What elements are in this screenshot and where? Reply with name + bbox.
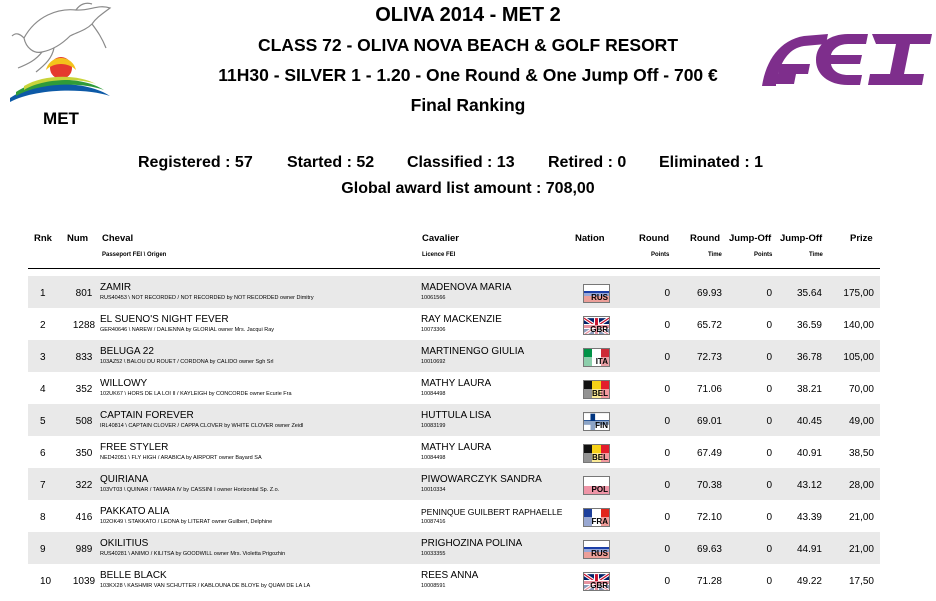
table-row	[28, 436, 880, 468]
horse-passport: 103VT03 \ QUINAR / TAMARA IV by CASSINI I owner Horizontal Sp. Z.o.	[100, 487, 280, 493]
prize-amount: 38,50	[848, 448, 874, 459]
num-cell: 416	[75, 512, 93, 523]
prize-amount: 21,00	[848, 512, 874, 523]
col-round-time: Round	[690, 233, 721, 244]
rank-cell: 6	[40, 448, 46, 459]
horse-name: PAKKATO ALIA	[100, 506, 170, 517]
col-num: Num	[67, 233, 89, 244]
round-points: 0	[664, 576, 670, 587]
jumpoff-points: 0	[766, 448, 772, 459]
nation-code: BEL	[584, 453, 609, 462]
horse-passport: RUS40281 \ ANIMO / KILITSA by GOODWILL owner Mrs. Violetta Prigozhin	[100, 551, 286, 557]
nation-code: GBR	[584, 325, 609, 334]
nation-flag	[583, 540, 610, 559]
round-points: 0	[664, 384, 670, 395]
horse-name: EL SUENO'S NIGHT FEVER	[100, 314, 229, 325]
flag-icon	[583, 284, 610, 303]
prize-amount: 49,00	[848, 416, 874, 427]
nation-flag	[583, 444, 610, 463]
num-cell: 801	[75, 288, 93, 299]
rank-cell: 1	[40, 288, 46, 299]
prize-amount: 70,00	[848, 384, 874, 395]
num-cell: 352	[75, 384, 93, 395]
rider-licence: 10033355	[421, 551, 446, 557]
nation-code: RUS	[584, 293, 609, 302]
rider-name: PENINQUE GUILBERT RAPHAELLE	[421, 507, 563, 517]
class-title: CLASS 72 - OLIVA NOVA BEACH & GOLF RESORT	[257, 35, 679, 55]
flag-icon	[583, 444, 610, 463]
flag-icon	[583, 476, 610, 495]
fei-logo-text: FEI	[758, 30, 760, 31]
nation-flag	[583, 284, 610, 303]
jumpoff-time: 43.12	[796, 480, 822, 491]
horse-name: FREE STYLER	[100, 442, 169, 453]
prize-amount: 140,00	[843, 320, 874, 331]
flag-icon	[583, 348, 610, 367]
jumpoff-points: 0	[766, 320, 772, 331]
horse-passport: GER40646 \ NAREW / DALIENNA by GLORIAL owner Mrs. Jacqui Ray	[100, 327, 275, 333]
class-subtitle: 11H30 - SILVER 1 - 1.20 - One Round & One Jump Off - 700 €	[218, 65, 718, 85]
round-time: 72.73	[696, 352, 722, 363]
jumpoff-time: 43.39	[796, 512, 822, 523]
nation-code: POL	[584, 485, 609, 494]
col-rider-sub: Licence FEI	[422, 252, 456, 258]
rider-name: MATHY LAURA	[421, 442, 492, 453]
jumpoff-points: 0	[766, 352, 772, 363]
nation-flag	[583, 476, 610, 495]
rider-licence: 10061566	[421, 295, 446, 301]
col-jo-points: Jump-Off	[729, 233, 772, 244]
nation-code: FIN	[584, 421, 609, 430]
table-row	[28, 404, 880, 436]
round-time: 70.38	[696, 480, 722, 491]
num-cell: 1039	[72, 576, 96, 587]
horse-name: BELUGA 22	[100, 346, 154, 357]
rider-name: MARTINENGO GIULIA	[421, 346, 525, 357]
nation-code: ITA	[584, 357, 609, 366]
flag-icon	[583, 540, 610, 559]
col-rider: Cavalier	[422, 233, 459, 244]
round-time: 69.93	[696, 288, 722, 299]
rider-name: MADENOVA MARIA	[421, 282, 512, 293]
horse-name: OKILITIUS	[100, 538, 149, 549]
col-rank: Rnk	[34, 233, 52, 244]
round-time: 65.72	[696, 320, 722, 331]
jumpoff-time: 40.45	[796, 416, 822, 427]
prize-amount: 28,00	[848, 480, 874, 491]
prize-amount: 21,00	[848, 544, 874, 555]
rider-licence: 10008591	[421, 583, 446, 589]
rank-cell: 8	[40, 512, 46, 523]
rider-name: RAY MACKENZIE	[421, 314, 502, 325]
horse-passport: IRL40814 \ CAPTAIN CLOVER / CAPPA CLOVER by WHITE CLOVER owner Zeidl	[100, 423, 304, 429]
rider-name: HUTTULA LISA	[421, 410, 492, 421]
col-horse: Cheval	[102, 233, 134, 244]
rider-name: MATHY LAURA	[421, 378, 492, 389]
nation-flag	[583, 572, 610, 591]
round-points: 0	[664, 416, 670, 427]
round-points: 0	[664, 480, 670, 491]
rider-licence: 10083199	[421, 423, 446, 429]
retired-count: Retired : 0	[548, 154, 627, 171]
num-cell: 508	[75, 416, 93, 427]
jumpoff-points: 0	[766, 384, 772, 395]
eliminated-count: Eliminated : 1	[659, 154, 764, 171]
table-row	[28, 532, 880, 564]
col-round-points: Round	[639, 233, 670, 244]
round-time: 71.28	[696, 576, 722, 587]
round-points: 0	[664, 352, 670, 363]
nation-code: BEL	[584, 389, 609, 398]
horse-passport: NED42051 \ FLY HIGH / ARABICA by AIRPORT owner Bayard SA	[100, 455, 262, 461]
flag-icon	[583, 572, 610, 591]
flag-icon	[583, 412, 610, 431]
jumpoff-time: 49.22	[796, 576, 822, 587]
col-horse-sub: Passeport FEI \ Origen	[102, 252, 167, 258]
jumpoff-points: 0	[766, 480, 772, 491]
num-cell: 1288	[72, 320, 96, 331]
num-cell: 833	[75, 352, 93, 363]
rank-cell: 10	[40, 576, 52, 587]
rank-cell: 5	[40, 416, 46, 427]
round-time: 67.49	[696, 448, 722, 459]
award-amount: Global award list amount : 708,00	[341, 180, 595, 197]
jumpoff-points: 0	[766, 544, 772, 555]
nation-code: RUS	[584, 549, 609, 558]
rank-cell: 4	[40, 384, 46, 395]
rider-licence: 10010334	[421, 487, 446, 493]
flag-icon	[583, 380, 610, 399]
rider-licence: 10087416	[421, 519, 446, 525]
col-round-points-sub: Points	[651, 252, 670, 258]
jumpoff-time: 44.91	[796, 544, 822, 555]
horse-name: WILLOWY	[100, 378, 148, 389]
jumpoff-points: 0	[766, 576, 772, 587]
col-prize: Prize	[850, 233, 873, 244]
horse-passport: 103KX28 \ KASHMIR VAN SCHUTTER / KABLOUNA DE BLOYE by QUAM DE LA LA	[100, 583, 311, 589]
header-divider	[28, 268, 880, 269]
jumpoff-time: 38.21	[796, 384, 822, 395]
table-row	[28, 340, 880, 372]
round-points: 0	[664, 320, 670, 331]
rank-cell: 3	[40, 352, 46, 363]
num-cell: 350	[75, 448, 93, 459]
horse-passport: RUS40453 \ NOT RECORDED / NOT RECORDED by NOT RECORDED owner Dimitry	[100, 295, 314, 301]
jumpoff-points: 0	[766, 288, 772, 299]
round-points: 0	[664, 288, 670, 299]
event-title: OLIVA 2014 - MET 2	[375, 4, 561, 26]
round-points: 0	[664, 448, 670, 459]
rider-name: PRIGHOZINA POLINA	[421, 538, 523, 549]
round-points: 0	[664, 544, 670, 555]
horse-name: BELLE BLACK	[100, 570, 167, 581]
nation-code: GBR	[584, 581, 609, 590]
flag-icon	[583, 316, 610, 335]
table-row	[28, 468, 880, 500]
table-row	[28, 308, 880, 340]
col-nation: Nation	[575, 233, 605, 244]
jumpoff-points: 0	[766, 416, 772, 427]
prize-amount: 17,50	[848, 576, 874, 587]
rank-cell: 9	[40, 544, 46, 555]
col-round-time-sub: Time	[708, 252, 722, 258]
horse-name: QUIRIANA	[100, 474, 149, 485]
registered-count: Registered : 57	[138, 154, 253, 171]
jumpoff-time: 40.91	[796, 448, 822, 459]
met-logo-text: MET	[43, 109, 79, 128]
classified-count: Classified : 13	[407, 154, 515, 171]
nation-flag	[583, 316, 610, 335]
jumpoff-time: 36.78	[796, 352, 822, 363]
horse-name: CAPTAIN FOREVER	[100, 410, 194, 421]
table-row	[28, 564, 880, 596]
round-points: 0	[664, 512, 670, 523]
rider-licence: 10084498	[421, 455, 446, 461]
col-jo-time-sub: Time	[809, 252, 823, 258]
rider-licence: 10073306	[421, 327, 446, 333]
nation-flag	[583, 380, 610, 399]
nation-flag	[583, 508, 610, 527]
col-jo-points-sub: Points	[754, 252, 773, 258]
table-row	[28, 276, 880, 308]
round-time: 69.01	[696, 416, 722, 427]
table-row	[28, 500, 880, 532]
horse-passport: 102OK49 \ STAKKATO / LEONA by LITERAT owner Guilbert, Delphine	[100, 519, 273, 525]
horse-passport: 103AZ52 \ BALOU DU ROUET / CORDONA by CALIDO owner Sgh Srl	[100, 359, 274, 365]
horse-passport: 102UK67 \ HORS DE LA LOI II / KAYLEIGH by CONCORDE owner Ecurie Fra	[100, 391, 292, 397]
num-cell: 322	[75, 480, 93, 491]
round-time: 69.63	[696, 544, 722, 555]
ranking-title: Final Ranking	[410, 95, 526, 115]
prize-amount: 105,00	[843, 352, 874, 363]
nation-flag	[583, 348, 610, 367]
rider-licence: 10084498	[421, 391, 446, 397]
jumpoff-points: 0	[766, 512, 772, 523]
rank-cell: 2	[40, 320, 46, 331]
horse-name: ZAMIR	[100, 282, 132, 293]
prize-amount: 175,00	[843, 288, 874, 299]
rider-name: PIWOWARCZYK SANDRA	[421, 474, 542, 485]
rider-name: REES ANNA	[421, 570, 479, 581]
col-jo-time: Jump-Off	[780, 233, 823, 244]
table-row	[28, 372, 880, 404]
rank-cell: 7	[40, 480, 46, 491]
nation-flag	[583, 412, 610, 431]
started-count: Started : 52	[287, 154, 375, 171]
round-time: 71.06	[696, 384, 722, 395]
jumpoff-time: 36.59	[796, 320, 822, 331]
round-time: 72.10	[696, 512, 722, 523]
flag-icon	[583, 508, 610, 527]
jumpoff-time: 35.64	[796, 288, 822, 299]
rider-licence: 10010692	[421, 359, 446, 365]
num-cell: 989	[75, 544, 93, 555]
nation-code: FRA	[584, 517, 609, 526]
